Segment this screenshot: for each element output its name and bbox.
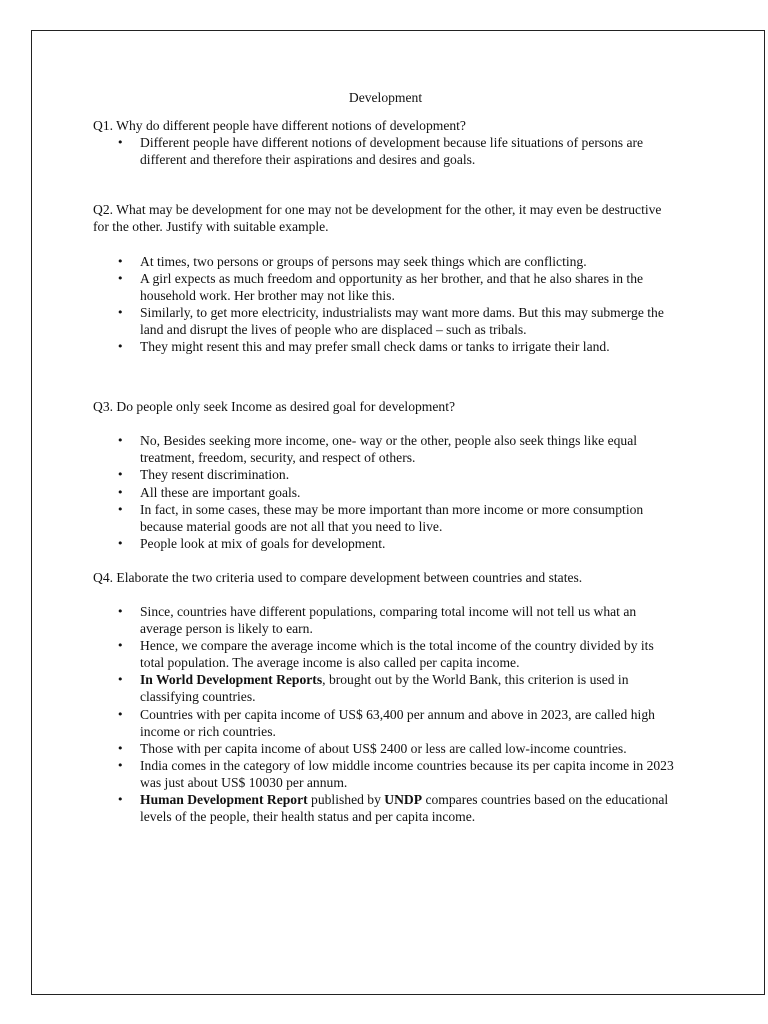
question-4: Q4. Elaborate the two criteria used to compare development between countries and states.: [93, 569, 583, 585]
list-item: • They might resent this and may prefer small check dams or tanks to irrigate their land.: [93, 338, 678, 355]
list-item: • Hence, we compare the average income which is the total income of the country divided by its total population. The average income is also called per capita income.: [93, 637, 678, 671]
list-item: • People look at mix of goals for development.: [93, 535, 678, 552]
list-item: • They resent discrimination.: [93, 466, 678, 483]
list-item: • In fact, in some cases, these may be more important than more income or more consumption because material goods are not all that you need to live.: [93, 501, 678, 535]
answer-1-list: [93, 134, 678, 168]
list-item: • Similarly, to get more electricity, industrialists may want more dams. But this may submerge the land and disrupt the lives of people who are displaced – such as tribals.: [93, 304, 678, 338]
question-3: Q3. Do people only seek Income as desired goal for development?: [93, 399, 456, 415]
list-item: • Different people have different notions of development because life situations of persons are different and therefore their aspirations and desires and goals.: [93, 134, 678, 168]
question-1: Q1. Why do different people have different notions of development?: [93, 118, 466, 134]
answer-4-list: [93, 603, 678, 825]
bold-text-human-development-report: Human Development Report: [140, 792, 308, 807]
question-2: Q2. What may be development for one may not be development for the other, it may even be destructive for the other. Justify with suitable example.: [93, 202, 662, 235]
answer-2-list: [93, 253, 678, 356]
list-item: • Since, countries have different populations, comparing total income will not tell us what an average person is likely to earn.: [93, 603, 678, 637]
list-item: • No, Besides seeking more income, one- way or the other, people also seek things like equal treatment, freedom, security, and respect of others.: [93, 432, 678, 466]
inline-text: compares countries based on the educational levels of the people, their health status and per capita income.: [140, 792, 669, 825]
document-title: Development: [348, 90, 423, 105]
list-item: • India comes in the category of low middle income countries because its per capita income in 2023 was just about US$ 10030 per annum.: [93, 757, 678, 791]
document-content: [93, 89, 678, 825]
list-item: • All these are important goals.: [93, 484, 678, 501]
list-item: • At times, two persons or groups of persons may seek things which are conflicting.: [93, 253, 678, 270]
list-item-human-development-report: [93, 791, 678, 825]
inline-text: published by: [307, 792, 385, 807]
list-item: • A girl expects as much freedom and opportunity as her brother, and that he also shares in the household work. Her brother may not like this.: [93, 270, 678, 304]
list-item: • Those with per capita income of about US$ 2400 or less are called low-income countries.: [93, 740, 678, 757]
list-item: • Countries with per capita income of US$ 63,400 per annum and above in 2023, are called high income or rich countries.: [93, 706, 678, 740]
answer-3-list: [93, 432, 678, 552]
bold-text-undp: UNDP: [384, 792, 423, 807]
inline-text: , brought out by the World Bank, this criterion is used in classifying countries.: [140, 672, 629, 705]
document-page: [31, 30, 765, 995]
bold-text-world-development-reports: In World Development Reports: [140, 672, 323, 688]
list-item-world-development-report: [93, 671, 678, 705]
